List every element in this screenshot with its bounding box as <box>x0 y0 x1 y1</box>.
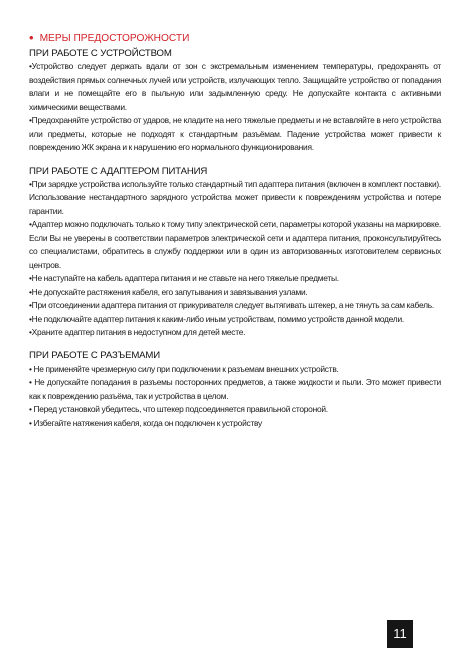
heading-connectors: ПРИ РАБОТЕ С РАЗЪЕМАМИ <box>29 350 160 362</box>
heading-power-adapter: ПРИ РАБОТЕ С АДАПТЕРОМ ПИТАНИЯ <box>29 165 208 177</box>
paragraph: • Не применяйте чрезмерную силу при подключении к разъемам внешних устройств. <box>29 363 339 374</box>
paragraph: •При зарядке устройства используйте только стандартный тип адаптера питания (включен в комплект поставки). Использование нестандартного зарядного устройства может привести к повреждениям устройства и потере гарантии. <box>29 178 441 216</box>
paragraph: •Не допускайте растяжения кабеля, его запутывания и завязывания узлами. <box>29 286 308 297</box>
section-title-text: МЕРЫ ПРЕДОСТОРОЖНОСТИ <box>39 33 190 44</box>
paragraph: •Храните адаптер питания в недоступном для детей месте. <box>29 326 246 337</box>
paragraph: •Не подключайте адаптер питания к каким-либо иным устройствам, помимо устройств данной модели. <box>29 313 404 324</box>
page-number: 11 <box>387 620 413 648</box>
paragraph: •Не наступайте на кабель адаптера питания и не ставьте на него тяжелые предметы. <box>29 273 339 284</box>
section-bullet-icon: • <box>29 30 34 45</box>
section-title <box>29 31 441 46</box>
paragraph: •Адаптер можно подключать только к тому типу электрической сети, параметры которой указаны на маркировке. Если Вы не уверены в соответствии параметров электрической сети и адаптера питания, проконсультируйтесь со специалистами, обратитесь в службу поддержки или в один из авторизованных изготовителем сервисных центров. <box>29 219 441 270</box>
paragraph: • Перед установкой убедитесь, что штекер подсоединяется правильной стороной. <box>29 404 328 415</box>
heading-device: ПРИ РАБОТЕ С УСТРОЙСТВОМ <box>29 48 172 59</box>
paragraph: •Устройство следует держать вдали от зон с экстремальным изменением температуры, предохранять от воздействия прямых солнечных лучей или устройств, излучающих тепло. Защищайте устройство от попадания влаги и не помещайте его в пыльную или задымленную среду. Не допускайте контакта с активными химическими веществами. <box>29 61 441 112</box>
manual-page <box>29 31 441 430</box>
paragraph: •Предохраняйте устройство от ударов, не кладите на него тяжелые предметы и не вставляйте в него устройства или предметы, которые не подходят к стандартным разъёмам. Падение устройства может привести к повреждению ЖК экрана и к нарушению его нормального функционирования. <box>29 115 441 153</box>
paragraph: •При отсоединении адаптера питания от прикуривателя следует вытягивать штекер, а не тянуть за сам кабель. <box>29 300 434 311</box>
paragraph: • Не допускайте попадания в разъемы посторонних предметов, а также жидкости и пыли. Это может привести как к повреждению разъёма, так и устройства в целом. <box>29 377 441 401</box>
paragraph: • Избегайте натяжения кабеля, когда он подключен к устройству <box>29 417 262 428</box>
